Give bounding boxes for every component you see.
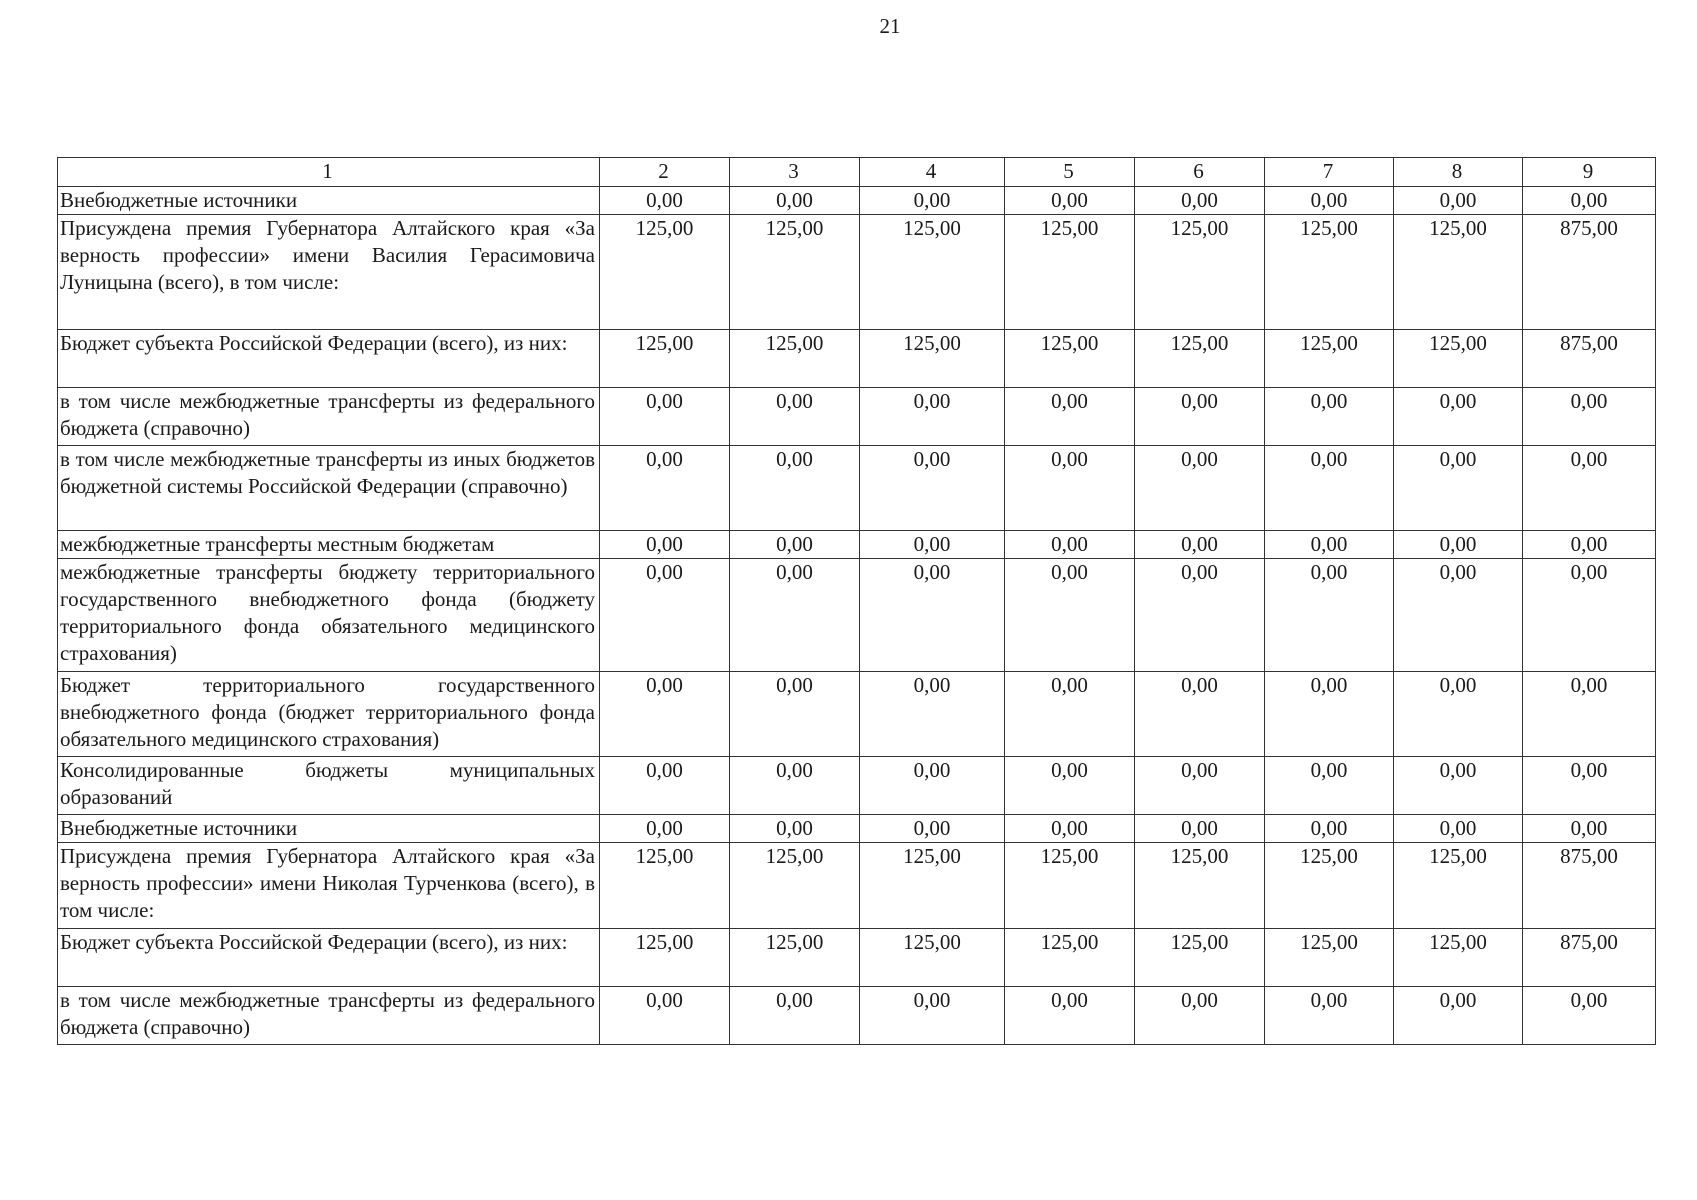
value-cell: 125,00: [1005, 843, 1135, 929]
value-cell: 0,00: [860, 388, 1005, 446]
value-cell: 0,00: [600, 987, 730, 1045]
table-row: [58, 330, 1656, 388]
value-cell: 0,00: [730, 446, 860, 531]
table-row: [58, 815, 1656, 843]
budget-table: [57, 157, 1656, 1045]
value-cell: 0,00: [1523, 987, 1656, 1045]
table-row: [58, 559, 1656, 672]
row-label: Бюджет субъекта Российской Федерации (всего), из них:: [58, 929, 600, 987]
value-cell: 0,00: [1523, 559, 1656, 672]
value-cell: 0,00: [1005, 757, 1135, 815]
value-cell: 0,00: [1135, 388, 1265, 446]
table-body: [58, 158, 1656, 1045]
value-cell: 0,00: [1005, 815, 1135, 843]
value-cell: 125,00: [860, 215, 1005, 330]
page-number: 21: [879, 14, 901, 38]
table-row: [58, 446, 1656, 531]
value-cell: 875,00: [1523, 843, 1656, 929]
table-row: [58, 531, 1656, 559]
value-cell: 0,00: [1394, 559, 1523, 672]
value-cell: 0,00: [1394, 987, 1523, 1045]
value-cell: 0,00: [1265, 559, 1394, 672]
column-header: 3: [730, 158, 860, 187]
value-cell: 0,00: [730, 815, 860, 843]
value-cell: 0,00: [1265, 672, 1394, 757]
table-header-row: [58, 158, 1656, 187]
value-cell: 0,00: [1265, 446, 1394, 531]
value-cell: 0,00: [1135, 815, 1265, 843]
value-cell: 0,00: [860, 559, 1005, 672]
table-row: [58, 187, 1656, 215]
value-cell: 0,00: [1135, 672, 1265, 757]
value-cell: 0,00: [600, 446, 730, 531]
value-cell: 0,00: [600, 388, 730, 446]
value-cell: 125,00: [1265, 330, 1394, 388]
value-cell: 0,00: [1394, 446, 1523, 531]
value-cell: 125,00: [600, 330, 730, 388]
column-header: 4: [860, 158, 1005, 187]
value-cell: 125,00: [1135, 330, 1265, 388]
column-header: 6: [1135, 158, 1265, 187]
value-cell: 0,00: [1265, 388, 1394, 446]
value-cell: 0,00: [1005, 987, 1135, 1045]
value-cell: 0,00: [1005, 559, 1135, 672]
column-header: 2: [600, 158, 730, 187]
row-label: Присуждена премия Губернатора Алтайского края «За верность профессии» имени Николая Турченкова (всего), в том числе:: [58, 843, 600, 929]
value-cell: 0,00: [1135, 559, 1265, 672]
value-cell: 125,00: [730, 929, 860, 987]
value-cell: 0,00: [730, 187, 860, 215]
value-cell: 0,00: [1265, 187, 1394, 215]
value-cell: 125,00: [730, 215, 860, 330]
value-cell: 0,00: [860, 187, 1005, 215]
value-cell: 0,00: [1005, 187, 1135, 215]
row-label: межбюджетные трансферты бюджету территориального государственного внебюджетного фонда (бюджету территориального фонда обязательного медицинского страхования): [58, 559, 600, 672]
value-cell: 0,00: [1265, 987, 1394, 1045]
table-row: [58, 388, 1656, 446]
value-cell: 125,00: [1005, 330, 1135, 388]
value-cell: 875,00: [1523, 330, 1656, 388]
value-cell: 125,00: [1265, 215, 1394, 330]
row-label: в том числе межбюджетные трансферты из федерального бюджета (справочно): [58, 987, 600, 1045]
value-cell: 125,00: [860, 330, 1005, 388]
value-cell: 125,00: [1394, 215, 1523, 330]
value-cell: 0,00: [1265, 815, 1394, 843]
value-cell: 0,00: [1265, 757, 1394, 815]
value-cell: 0,00: [1394, 388, 1523, 446]
value-cell: 125,00: [600, 929, 730, 987]
value-cell: 125,00: [600, 215, 730, 330]
value-cell: 0,00: [1523, 446, 1656, 531]
column-header: 1: [58, 158, 600, 187]
value-cell: 0,00: [1265, 531, 1394, 559]
value-cell: 125,00: [1394, 330, 1523, 388]
row-label: Бюджет субъекта Российской Федерации (всего), из них:: [58, 330, 600, 388]
value-cell: 0,00: [1394, 757, 1523, 815]
column-header: 7: [1265, 158, 1394, 187]
row-label: межбюджетные трансферты местным бюджетам: [58, 531, 600, 559]
value-cell: 0,00: [600, 559, 730, 672]
table-row: [58, 757, 1656, 815]
column-header: 8: [1394, 158, 1523, 187]
value-cell: 125,00: [1394, 843, 1523, 929]
row-label: в том числе межбюджетные трансферты из федерального бюджета (справочно): [58, 388, 600, 446]
column-header: 9: [1523, 158, 1656, 187]
value-cell: 125,00: [860, 929, 1005, 987]
value-cell: 0,00: [1523, 531, 1656, 559]
value-cell: 0,00: [730, 987, 860, 1045]
table-row: [58, 672, 1656, 757]
table-row: [58, 987, 1656, 1045]
value-cell: 0,00: [860, 531, 1005, 559]
value-cell: 0,00: [730, 757, 860, 815]
value-cell: 125,00: [1135, 843, 1265, 929]
value-cell: 0,00: [1394, 672, 1523, 757]
value-cell: 0,00: [730, 559, 860, 672]
value-cell: 0,00: [1005, 446, 1135, 531]
value-cell: 125,00: [730, 330, 860, 388]
value-cell: 125,00: [860, 843, 1005, 929]
value-cell: 125,00: [730, 843, 860, 929]
row-label: Консолидированные бюджеты муниципальных образований: [58, 757, 600, 815]
value-cell: 0,00: [860, 757, 1005, 815]
column-header: 5: [1005, 158, 1135, 187]
value-cell: 0,00: [1135, 446, 1265, 531]
table-row: [58, 929, 1656, 987]
value-cell: 125,00: [1005, 929, 1135, 987]
value-cell: 0,00: [730, 531, 860, 559]
value-cell: 0,00: [1135, 187, 1265, 215]
value-cell: 0,00: [1135, 987, 1265, 1045]
value-cell: 875,00: [1523, 215, 1656, 330]
value-cell: 0,00: [860, 987, 1005, 1045]
value-cell: 0,00: [860, 446, 1005, 531]
table-row: [58, 843, 1656, 929]
value-cell: 0,00: [1394, 815, 1523, 843]
value-cell: 0,00: [1523, 187, 1656, 215]
value-cell: 0,00: [860, 815, 1005, 843]
value-cell: 125,00: [1265, 843, 1394, 929]
table-row: [58, 215, 1656, 330]
row-label: в том числе межбюджетные трансферты из иных бюджетов бюджетной системы Российской Федерации (справочно): [58, 446, 600, 531]
value-cell: 0,00: [1005, 672, 1135, 757]
value-cell: 125,00: [1005, 215, 1135, 330]
value-cell: 0,00: [1135, 757, 1265, 815]
value-cell: 125,00: [1265, 929, 1394, 987]
value-cell: 0,00: [600, 672, 730, 757]
value-cell: 0,00: [1135, 531, 1265, 559]
value-cell: 0,00: [1394, 531, 1523, 559]
row-label: Внебюджетные источники: [58, 815, 600, 843]
value-cell: 0,00: [730, 388, 860, 446]
row-label: Внебюджетные источники: [58, 187, 600, 215]
value-cell: 0,00: [860, 672, 1005, 757]
value-cell: 0,00: [1005, 531, 1135, 559]
value-cell: 125,00: [1394, 929, 1523, 987]
value-cell: 0,00: [1523, 815, 1656, 843]
value-cell: 125,00: [1135, 929, 1265, 987]
value-cell: 0,00: [1394, 187, 1523, 215]
value-cell: 0,00: [1523, 672, 1656, 757]
value-cell: 875,00: [1523, 929, 1656, 987]
value-cell: 0,00: [600, 815, 730, 843]
value-cell: 0,00: [1523, 757, 1656, 815]
value-cell: 0,00: [600, 187, 730, 215]
value-cell: 0,00: [730, 672, 860, 757]
value-cell: 125,00: [1135, 215, 1265, 330]
row-label: Бюджет территориального государственного внебюджетного фонда (бюджет территориального фонда обязательного медицинского страхования): [58, 672, 600, 757]
value-cell: 0,00: [600, 757, 730, 815]
value-cell: 0,00: [1523, 388, 1656, 446]
value-cell: 0,00: [600, 531, 730, 559]
value-cell: 125,00: [600, 843, 730, 929]
value-cell: 0,00: [1005, 388, 1135, 446]
row-label: Присуждена премия Губернатора Алтайского края «За верность профессии» имени Василия Герасимовича Луницына (всего), в том числе:: [58, 215, 600, 330]
